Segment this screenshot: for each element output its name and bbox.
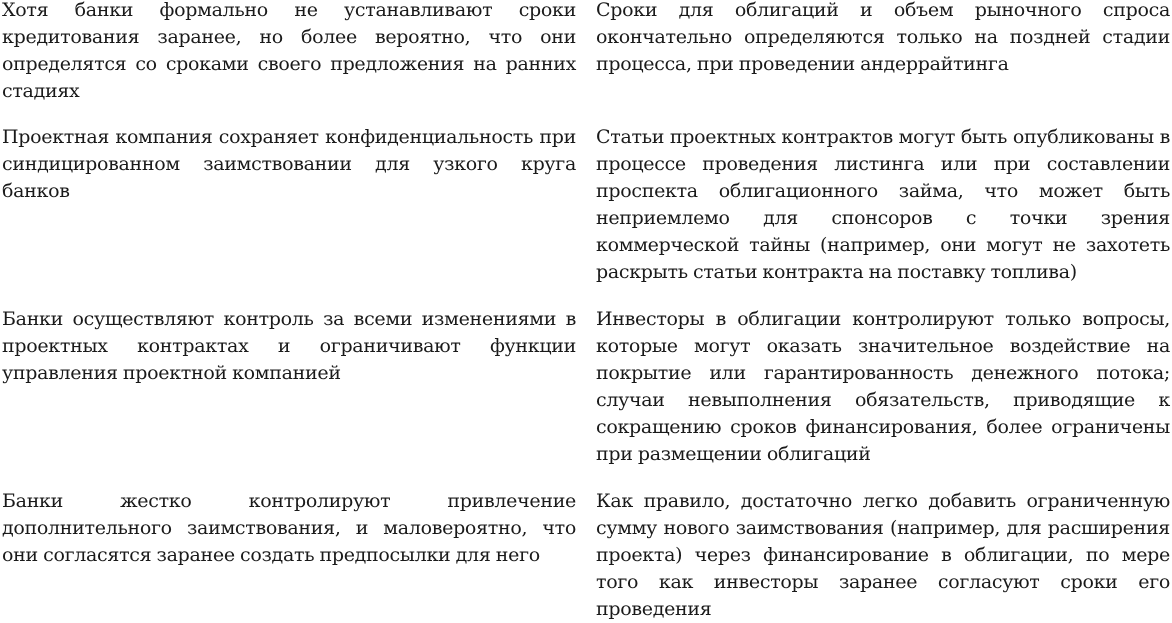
bank-loan-cell: Проектная компания сохраняет конфиденциальность при синдицированном заимствовании для узкого круга банков bbox=[2, 126, 576, 202]
bank-loan-cell: Банки жестко контролируют привлечение дополнительного заимствования, и маловероятно, что они согласятся заранее создать предпосылки для него bbox=[2, 490, 576, 566]
bond-cell: Сроки для облигаций и объем рыночного спроса окончательно определяются только на поздней стадии процесса, при проведении андеррайтинга bbox=[596, 0, 1170, 75]
bank-loan-cell: Хотя банки формально не устанавливают сроки кредитования заранее, но более вероятно, что они определятся со сроками своего предложения на ранних стадиях bbox=[2, 0, 576, 102]
bond-cell: Инвесторы в облигации контролируют только вопросы, которые могут оказать значительное воздействие на покрытие или гарантированность денежного потока; случаи невыполнения обязательств, приводящие к сокращению сроков финансирования, более ограничены при размещении облигаций bbox=[596, 308, 1170, 465]
bank-loan-cell: Банки осуществляют контроль за всеми изменениями в проектных контрактах и ограничивают функции управления проектной компанией bbox=[2, 308, 576, 384]
bond-cell: Статьи проектных контрактов могут быть опубликованы в процессе проведения листинга или при составлении проспекта облигационного займа, что может быть неприемлемо для спонсоров с точки зрения коммерческой тайны (например, они могут не захотеть раскрыть статьи контракта на поставку топлива) bbox=[596, 126, 1170, 283]
bond-cell: Как правило, достаточно легко добавить ограниченную сумму нового заимствования (например, для расширения проекта) через финансирование в облигации, по мере того как инвесторы заранее согласуют сроки его проведения bbox=[596, 490, 1170, 620]
